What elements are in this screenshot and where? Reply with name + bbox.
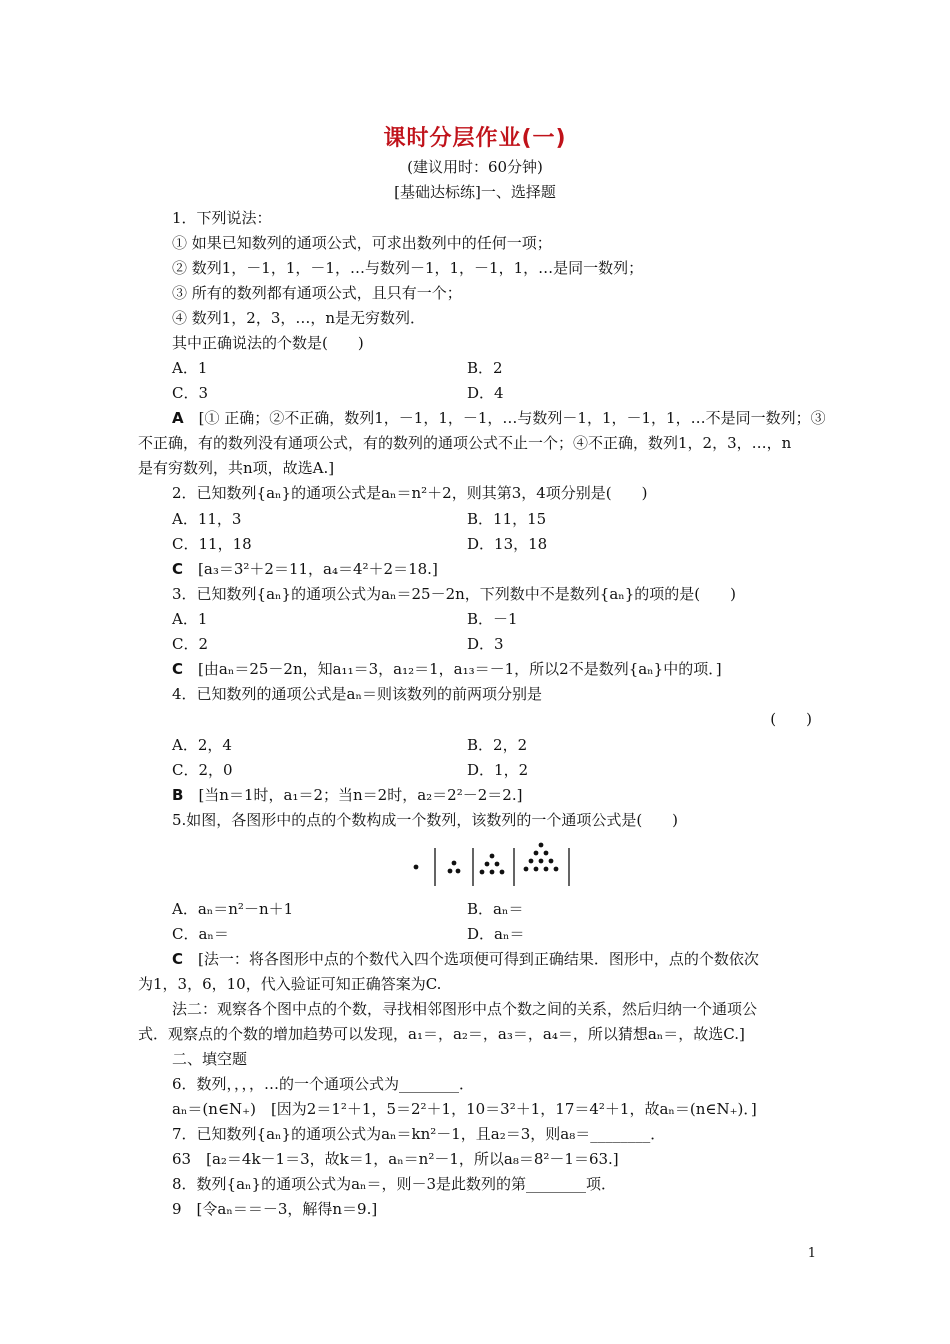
dot [452, 861, 457, 866]
section-heading-basic: [基础达标练]一、选择题 [394, 183, 556, 201]
q5-option-d: D．aₙ＝ [467, 925, 525, 943]
q3-option-d: D．3 [467, 635, 504, 653]
q5-explanation-line-2: 为1，3，6，10，代入验证可知正确答案为C. [138, 975, 442, 993]
q2-option-b: B．11，15 [467, 510, 547, 528]
dot [414, 865, 419, 870]
dot [490, 870, 495, 875]
q1-statement-4: ④ 数列1，2，3，…，n是无穷数列． [172, 309, 426, 327]
q5-answer: C [172, 950, 184, 968]
q5-explanation-line-4: 式．观察点的个数的增加趋势可以发现，a₁＝，a₂＝，a₃＝，a₄＝，所以猜想aₙ＝，故选C.] [138, 1025, 745, 1043]
q3-option-c: C．2 [172, 635, 209, 653]
q5-explanation-line-3: 法二：观察各个图中点的个数，寻找相邻图形中点个数之间的关系，然后归纳一个通项公 [172, 1000, 758, 1018]
q5-option-c: C．aₙ＝ [172, 925, 229, 943]
dot [549, 859, 554, 864]
q4-answer-paren: ( ) [770, 710, 812, 728]
q1-explanation-line-3: 是有穷数列，共n项，故选A.] [138, 459, 335, 477]
q4-option-b: B．2，2 [467, 736, 528, 754]
q1-answer: A [172, 409, 184, 427]
dot [539, 859, 544, 864]
q8-stem: 8．数列{aₙ}的通项公式为aₙ＝，则－3是此数列的第________项． [172, 1175, 617, 1193]
q1-statement-3: ③ 所有的数列都有通项公式，且只有一个； [172, 284, 462, 302]
q1-statement-1: ① 如果已知数列的通项公式，可求出数列中的任何一项； [172, 234, 552, 252]
q1-option-c: C．3 [172, 384, 209, 402]
q7-stem: 7．已知数列{aₙ}的通项公式为aₙ＝kn²－1，且a₂＝3，则a₈＝________． [172, 1125, 666, 1143]
section-heading-fill: 二、填空题 [172, 1050, 248, 1068]
q2-explanation [172, 559, 438, 579]
dot [456, 869, 461, 874]
q3-exp: [由aₙ＝25－2n，知a₁₁＝3，a₁₂＝1，a₁₃＝－1，所以2不是数列{aₙ}中的项．] [198, 660, 722, 678]
q4-option-d: D．1，2 [467, 761, 529, 779]
subtitle: (建议用时：60分钟) [407, 158, 543, 176]
q1-ask: 其中正确说法的个数是( ) [172, 334, 364, 352]
q1-stem: 1．下列说法： [172, 209, 272, 227]
q4-option-c: C．2，0 [172, 761, 233, 779]
dot [554, 867, 559, 872]
dot [480, 870, 485, 875]
q2-exp: [a₃＝3²＋2＝11，a₄＝4²＋2＝18.] [198, 560, 438, 578]
q2-option-c: C．11，18 [172, 535, 252, 553]
dot [544, 867, 549, 872]
q2-answer: C [172, 560, 184, 578]
q1-explanation-line-1 [172, 408, 826, 428]
dot [495, 862, 500, 867]
dot [534, 867, 539, 872]
dot [539, 843, 544, 848]
page-title: 课时分层作业(一) [383, 126, 567, 151]
dot [544, 851, 549, 856]
q3-answer: C [172, 660, 184, 678]
q1-option-d: D．4 [467, 384, 504, 402]
dot [524, 867, 529, 872]
q2-stem: 2．已知数列{aₙ}的通项公式是aₙ＝n²＋2，则其第3，4项分别是( ) [172, 484, 648, 502]
q5-option-b: B．aₙ＝ [467, 900, 524, 918]
q6-stem: 6．数列，，，，…的一个通项公式为________． [172, 1075, 475, 1093]
q3-option-b: B．－1 [467, 610, 518, 628]
q1-option-a: A．1 [172, 359, 208, 377]
q4-option-a: A．2，4 [172, 736, 232, 754]
q2-option-a: A．11，3 [172, 510, 242, 528]
dot-figures [400, 842, 580, 890]
q5-exp-1: [法一：将各图形中点的个数代入四个选项便可得到正确结果．图形中，点的个数依次 [198, 950, 759, 968]
q2-option-d: D．13，18 [467, 535, 548, 553]
q1-statement-2: ② 数列1，－1，1，－1，…与数列－1，1，－1，1，…是同一数列； [172, 259, 644, 277]
dot [500, 870, 505, 875]
q4-explanation [172, 785, 522, 805]
q3-option-a: A．1 [172, 610, 208, 628]
q5-option-a: A．aₙ＝n²－n＋1 [172, 900, 294, 918]
q4-stem: 4．已知数列的通项公式是aₙ＝则该数列的前两项分别是 [172, 685, 542, 703]
q1-exp-1: [① 正确；②不正确，数列1，－1，1，－1，…与数列－1，1，－1，1，…不是同一数列；③ [198, 409, 826, 427]
q8-explanation: 9 [令aₙ＝＝－3，解得n＝9.] [172, 1200, 378, 1218]
page-number: 1 [807, 1246, 816, 1261]
q3-stem: 3．已知数列{aₙ}的通项公式为aₙ＝25－2n，下列数中不是数列{aₙ}的项的是( ) [172, 585, 737, 603]
dot [529, 859, 534, 864]
dot [485, 862, 490, 867]
q4-exp: [当n＝1时，a₁＝2；当n＝2时，a₂＝2²－2＝2.] [198, 786, 523, 804]
q3-explanation [172, 659, 722, 679]
dot [448, 869, 453, 874]
q1-explanation-line-2: 不正确，有的数列没有通项公式，有的数列的通项公式不止一个；④不正确，数列1，2，3，…，n [138, 434, 792, 452]
q7-explanation: 63 [a₂＝4k－1＝3，故k＝1，aₙ＝n²－1，所以a₈＝8²－1＝63.] [172, 1150, 619, 1168]
q5-stem: 5.如图，各图形中的点的个数构成一个数列，该数列的一个通项公式是( ) [172, 811, 679, 829]
q5-explanation-line-1 [172, 949, 759, 969]
q6-explanation: aₙ＝(n∈N₊) [因为2＝1²＋1，5＝2²＋1，10＝3²＋1，17＝4²＋1，故aₙ＝(n∈N₊)．] [172, 1100, 757, 1118]
dot [534, 851, 539, 856]
dot [490, 854, 495, 859]
q4-answer: B [172, 786, 184, 804]
q1-option-b: B．2 [467, 359, 503, 377]
